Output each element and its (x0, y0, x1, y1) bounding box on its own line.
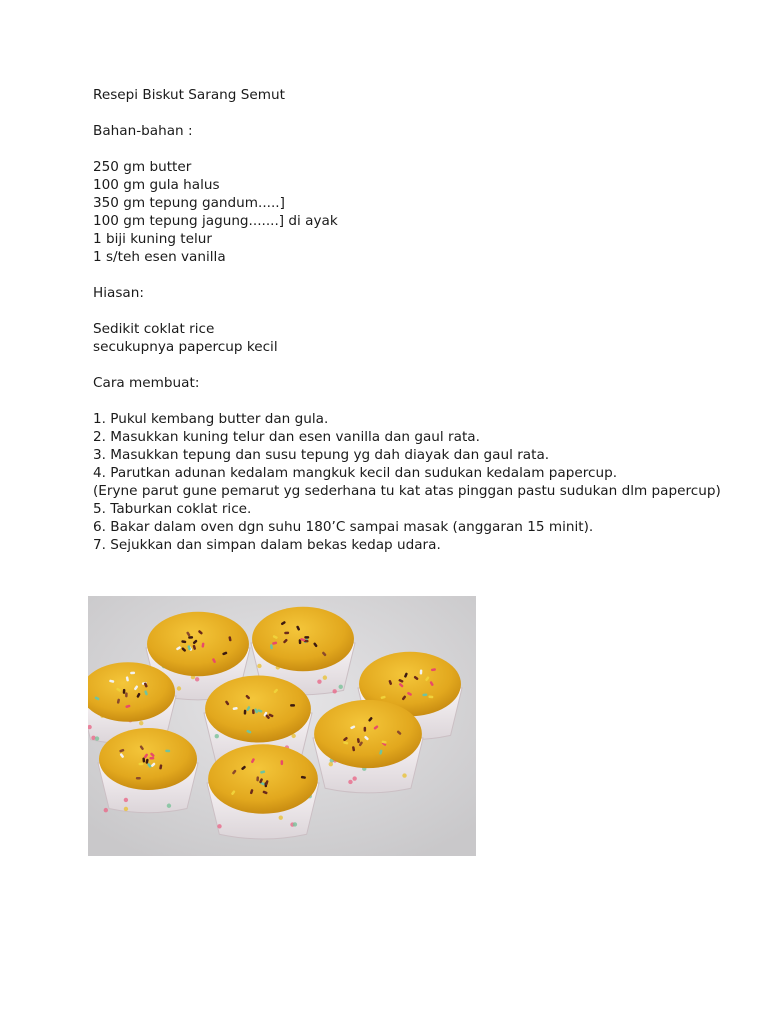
recipe-title: Resepi Biskut Sarang Semut (93, 87, 285, 103)
ingredients-heading: Bahan-bahan : (93, 123, 193, 139)
cookie (313, 700, 423, 793)
method-step: 6. Bakar dalam oven dgn suhu 180’C sampai masak (anggaran 15 minit). (93, 519, 594, 535)
method-step: 7. Sejukkan dan simpan dalam bekas kedap udara. (93, 537, 441, 553)
decoration-list (93, 320, 733, 356)
cookie (98, 728, 198, 813)
method-steps (93, 410, 733, 554)
spacer (93, 104, 733, 122)
spacer (93, 302, 733, 320)
method-step: 4. Parutkan adunan kedalam mangkuk kecil dan sudukan kedalam papercup. (93, 465, 618, 481)
spacer (93, 392, 733, 410)
ingredient-item: 1 s/teh esen vanilla (93, 249, 226, 265)
spacer (93, 356, 733, 374)
cookies-photo (88, 596, 476, 856)
method-step-note: (Eryne parut gune pemarut yg sederhana tu kat atas pinggan pastu sudukan dlm papercup) (93, 483, 721, 499)
ingredients-list (93, 158, 733, 266)
method-step: 2. Masukkan kuning telur dan esen vanilla dan gaul rata. (93, 429, 480, 445)
ingredient-item: 100 gm gula halus (93, 177, 220, 193)
method-step: 1. Pukul kembang butter dan gula. (93, 411, 329, 427)
cookie (207, 744, 319, 839)
spacer (93, 266, 733, 284)
ingredient-item: 250 gm butter (93, 159, 192, 175)
method-heading: Cara membuat: (93, 375, 200, 391)
spacer (93, 140, 733, 158)
ingredient-item: 1 biji kuning telur (93, 231, 212, 247)
decoration-item: Sedikit coklat rice (93, 321, 215, 337)
ingredient-item: 350 gm tepung gandum.....] (93, 195, 285, 211)
method-step: 3. Masukkan tepung dan susu tepung yg dah diayak dan gaul rata. (93, 447, 550, 463)
decoration-heading: Hiasan: (93, 285, 144, 301)
ingredient-item: 100 gm tepung jagung.......] di ayak (93, 213, 338, 229)
method-step: 5. Taburkan coklat rice. (93, 501, 252, 517)
cookies-illustration (88, 596, 476, 856)
decoration-item: secukupnya papercup kecil (93, 339, 278, 355)
recipe-document (93, 86, 733, 554)
